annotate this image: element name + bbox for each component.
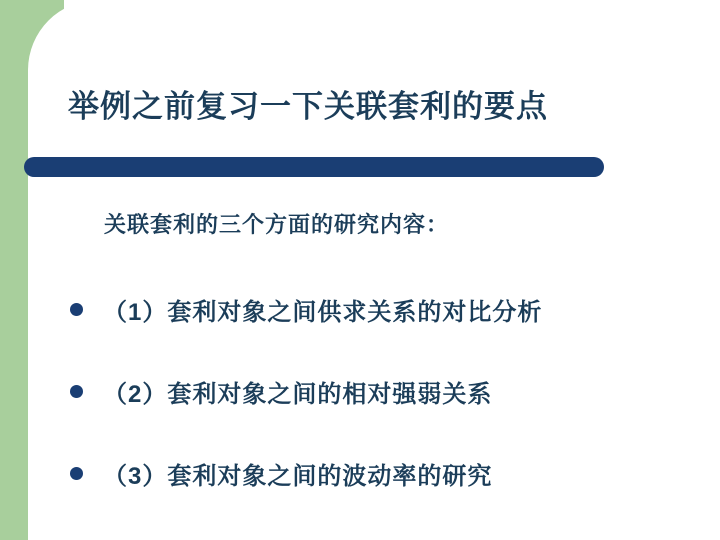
list-item xyxy=(70,432,670,514)
bullet-dot-icon xyxy=(70,385,83,398)
list-item-label: （3）套利对象之间的波动率的研究 xyxy=(103,462,493,490)
bullet-list xyxy=(70,268,670,514)
list-item-label: （2）套利对象之间的相对强弱关系 xyxy=(103,380,493,408)
slide-subtitle: 关联套利的三个方面的研究内容： xyxy=(104,212,450,237)
list-item xyxy=(70,350,670,432)
bullet-dot-icon xyxy=(70,303,83,316)
list-item xyxy=(70,268,670,350)
title-underline-bar xyxy=(24,157,604,177)
slide-title: 举例之前复习一下关联套利的要点 xyxy=(68,89,548,124)
list-item-label: （1）套利对象之间供求关系的对比分析 xyxy=(103,298,543,326)
bullet-dot-icon xyxy=(70,467,83,480)
